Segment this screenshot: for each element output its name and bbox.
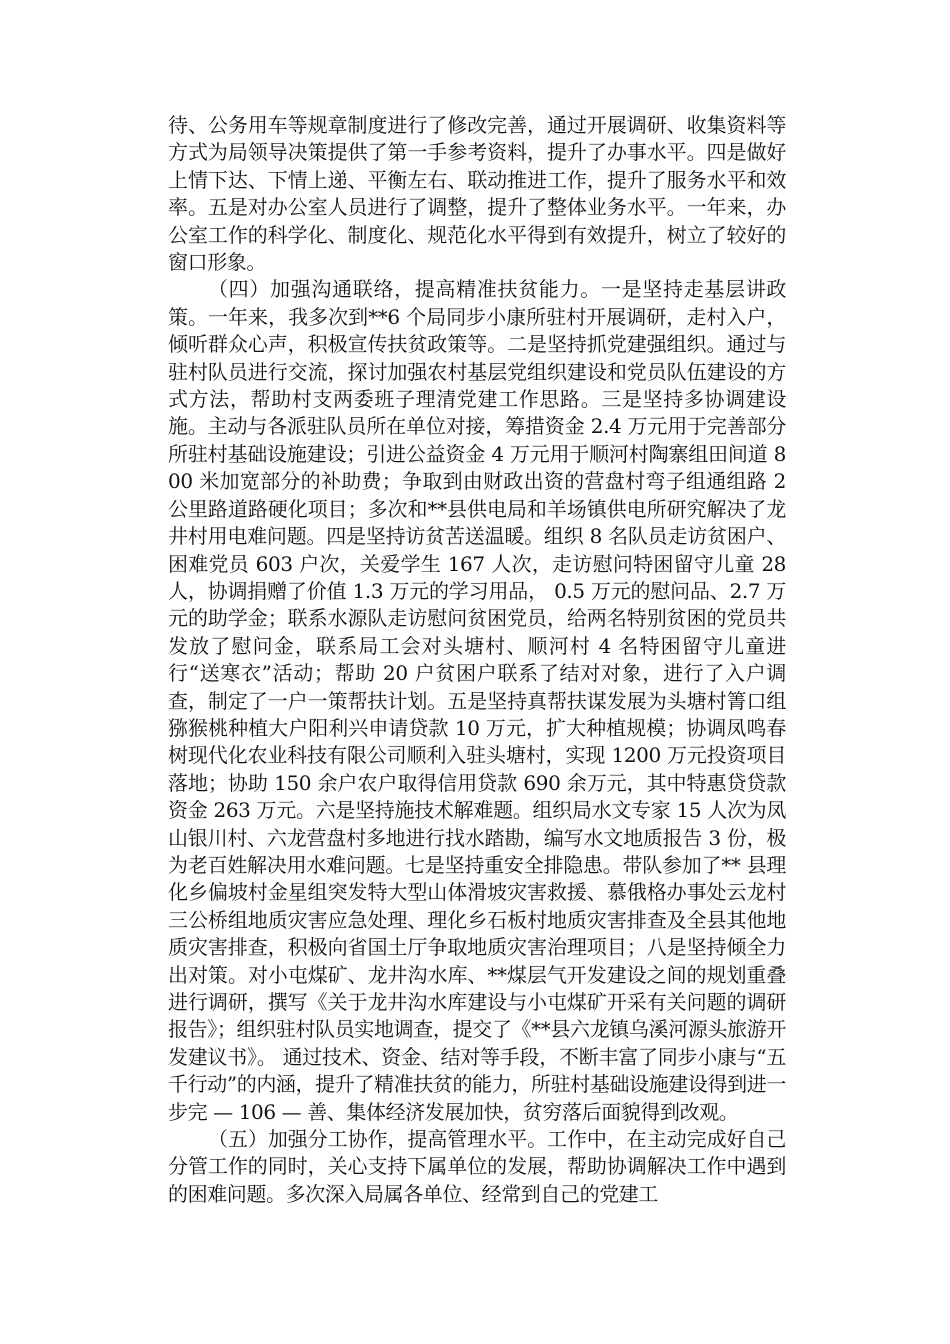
document-body — [168, 112, 786, 1208]
paragraph-office-work: 待、公务用车等规章制度进行了修改完善，通过开展调研、收集资料等方式为局领导决策提供了第一手参考资料，提升了办事水平。四是做好上情下达、下情上递、平衡左右、联动推进工作，提升了服务水平和效率。五是对办公室人员进行了调整，提升了整体业务水平。一年来，办公室工作的科学化、制度化、规范化水平得到有效提升，树立了较好的窗口形象。 — [168, 113, 786, 275]
paragraph-poverty-alleviation: （四）加强沟通联络，提高精准扶贫能力。一是坚持走基层讲政策。一年来，我多次到**6 个局同步小康所驻村开展调研，走村入户，倾听群众心声，积极宣传扶贫政策等。二是坚持抓党建强组织。通过与驻村队员进行交流，探讨加强农村基层党组织建设和党员队伍建设的方式方法，帮助村支两委班子理清党建工作思路。三是坚持多协调建设施。主动与各派驻队员所在单位对接，筹措资金 2.4 万元用于完善部分所驻村基础设施建设；引进公益资金 4 万元用于顺河村陶寨组田间道 800 米加宽部分的补助费；争取到由财政出资的营盘村弯子组通组路 2 公里路道路硬化项目；多次和**县供电局和羊场镇供电所研究解决了龙井村用电难问题。四是坚持访贫苦送温暖。组织 8 名队员走访贫困户、困难党员 603 户次，关爱学生 167 人次，走访慰问特困留守儿童 28 人，协调捐赠了价值 1.3 万元的学习用品， 0.5 万元的慰问品、2.7 万元的助学金；联系水源队走访慰问贫困党员，给两名特别贫困的党员共发放了慰问金，联系局工会对头塘村、顺河村 4 名特困留守儿童进行“送寒衣”活动；帮助 20 户贫困户联系了结对对象，进行了入户调查，制定了一户一策帮扶计划。五是坚持真帮扶谋发展为头塘村箐口组猕猴桃种植大户阳利兴申请贷款 10 万元，扩大种植规模；协调凤鸣春树现代化农业科技有限公司顺利入驻头塘村，实现 1200 万元投资项目落地；协助 150 余户农户取得信用贷款 690 余万元，其中特惠贷贷款资金 263 万元。六是坚持施技术解难题。组织局水文专家 15 人次为凤山银川村、六龙营盘村多地进行找水踏勘，编写水文地质报告 3 份，极为老百姓解决用水难问题。七是坚持重安全排隐患。带队参加了** 县理化乡偏坡村金星组突发特大型山体滑坡灾害救援、慕俄格办事处云龙村三公桥组地质灾害应急处理、理化乡石板村地质灾害排查及全县其他地质灾害排查，积极向省国土厅争取地质灾害治理项目；八是坚持倾全力出对策。对小屯煤矿、龙井沟水库、**煤层气开发建设之间的规划重叠进行调研，撰写《关于龙井沟水库建设与小屯煤矿开采有关问题的调研报告》；组织驻村队员实地调查，提交了《**县六龙镇乌溪河源头旅游开发建议书》。 通过技术、资金、结对等手段，不断丰富了同步小康与“五千行动”的内涵，提升了精准扶贫的能力，所驻村基础设施建设得到进一步完 — 106 — 善、集体经济发展加快，贫穷落后面貌得到改观。 — [168, 277, 786, 1124]
paragraph-division-cooperation: （五）加强分工协作，提高管理水平。工作中，在主动完成好自己分管工作的同时，关心支持下属单位的发展，帮助协调解决工作中遇到的困难问题。多次深入局属各单位、经常到自己的党建工 — [168, 1127, 786, 1206]
